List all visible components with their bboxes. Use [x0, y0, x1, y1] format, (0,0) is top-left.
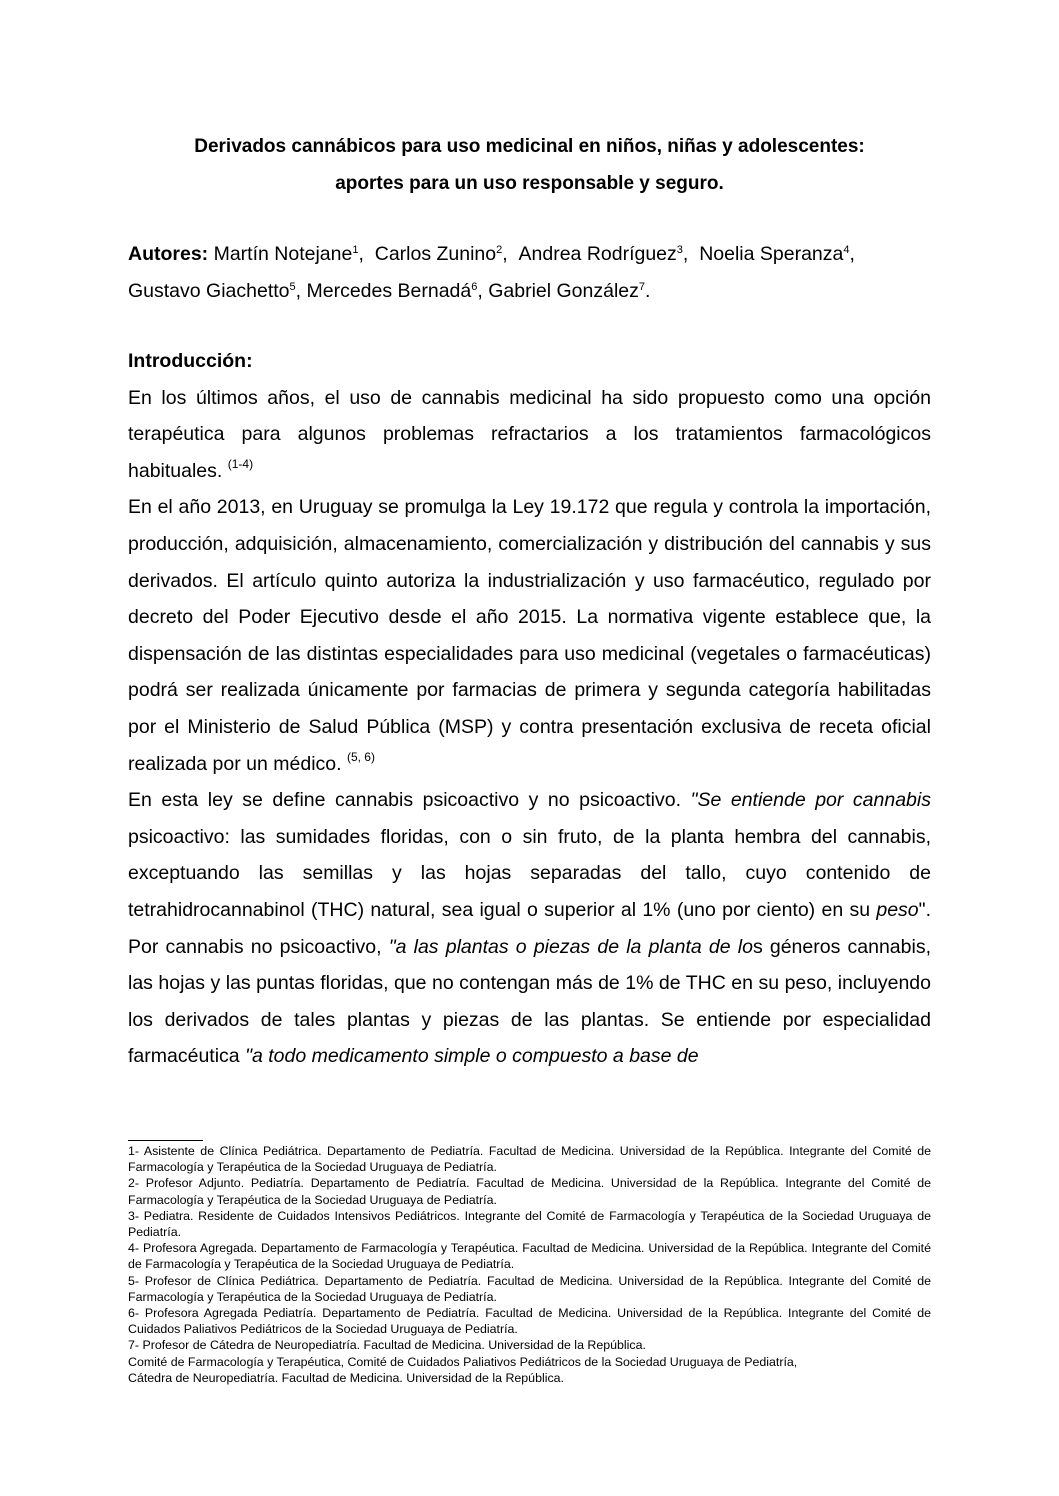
author-1: Martín Notejane$^1$, — [213, 243, 364, 265]
authors-block — [128, 236, 931, 309]
intro-heading: Introducción: — [128, 350, 253, 372]
footnote-item: 6- Profesora Agregada Pediatría. Departamento de Pediatría. Facultad de Medicina. Universidad de la República. Integrante del Comité de Cuidados Paliativos Pediátricos de la Sociedad Uruguaya de Pediatría. — [128, 1306, 931, 1337]
footnotes — [128, 1143, 931, 1386]
footnote-item: 3- Pediatra. Residente de Cuidados Intensivos Pediátricos. Integrante del Comité de Farmacología y Terapéutica de la Sociedad Uruguaya de Pediatría. — [128, 1208, 931, 1240]
intro-paragraph-3: En esta ley se define cannabis psicoactivo y no psicoactivo. "Se entiende por cannabis psicoactivo: las sumidades floridas, con o sin fruto, de la planta hembra del cannabis, exceptuando las semillas y las hojas separadas del tallo, cuyo contenido de tetrahidrocannabinol (THC) natural, sea igual o superior al 1% (uno por ciento) en su peso". Por cannabis no psicoactivo, "a las plantas o piezas de la planta de los géneros cannabis, las hojas y las puntas floridas, que no contengan más de 1% de THC en su peso, incluyendo los derivados de tales plantas y piezas de las plantas. Se entiende por especialidad farmacéutica "a todo medicamento simple o compuesto a base de — [128, 789, 931, 1068]
author-5: Gustavo Giachetto$^5$, — [128, 279, 302, 302]
footnote-item: 2- Profesor Adjunto. Pediatría. Departamento de Pediatría. Facultad de Medicina. Universidad de la República. Integrante del Comité de Farmacología y Terapéutica de la Sociedad Uruguaya de Pediatría. — [128, 1176, 931, 1207]
intro-paragraph-1: En los últimos años, el uso de cannabis medicinal ha sido propuesto como una opción terapéutica para algunos problemas refractarios a los tratamientos farmacológicos habituales. $^{(1-4)}$ — [128, 386, 931, 482]
author-7: Gabriel González$^7$. — [488, 279, 651, 302]
author-2: Carlos Zunino$^2$, — [374, 243, 508, 265]
document-title — [128, 128, 931, 202]
authors-label: Autores: — [128, 243, 209, 265]
footnote-item: 1- Asistente de Clínica Pediátrica. Departamento de Pediatría. Facultad de Medicina. Universidad de la República. Integrante del Comité de Farmacología y Terapéutica de la Sociedad Uruguaya de Pediatría. — [128, 1144, 931, 1175]
author-3: Andrea Rodríguez$^3$, — [518, 243, 689, 265]
title-line-1: Derivados cannábicos para uso medicinal en niños, niñas y adolescentes: — [194, 136, 865, 157]
citation: (1-4) — [227, 456, 254, 471]
citation: (5, 6) — [346, 749, 375, 764]
footnote-item: 4- Profesora Agregada. Departamento de Farmacología y Terapéutica. Facultad de Medicina. Universidad de la República. Integrante del Comité de Farmacología y Terapéutica de la Sociedad Uruguaya de Pediatría. — [128, 1241, 931, 1272]
footnote-separator — [128, 1140, 203, 1141]
author-4: Noelia Speranza$^4$, — [699, 243, 855, 265]
footnote-item: Cátedra de Neuropediatría. Facultad de Medicina. Universidad de la República. — [128, 1370, 564, 1385]
author-6: Mercedes Bernadá$^6$, — [306, 279, 483, 302]
intro-paragraph-2: En el año 2013, en Uruguay se promulga la Ley 19.172 que regula y controla la importación, producción, adquisición, almacenamiento, comercialización y distribución del cannabis y sus derivados. El artículo quinto autoriza la industrialización y uso farmacéutico, regulado por decreto del Poder Ejecutivo desde el año 2015. La normativa vigente establece que, la dispensación de las distintas especialidades para uso medicinal (vegetales o farmacéuticas) podrá ser realizada únicamente por farmacias de primera y segunda categoría habilitadas por el Ministerio de Salud Pública (MSP) y contra presentación exclusiva de receta oficial realizada por un médico. $^{(5, 6)}$ — [128, 496, 931, 775]
footnote-item: 5- Profesor de Clínica Pediátrica. Departamento de Pediatría. Facultad de Medicina. Universidad de la República. Integrante del Comité de Farmacología y Terapéutica de la Sociedad Uruguaya de Pediatría. — [128, 1273, 931, 1304]
introduction-section — [128, 343, 931, 1075]
title-line-2: aportes para un uso responsable y seguro. — [335, 173, 724, 194]
footnote-item: Comité de Farmacología y Terapéutica, Comité de Cuidados Paliativos Pediátricos de la Sociedad Uruguaya de Pediatría, — [128, 1354, 798, 1369]
footnote-item: 7- Profesor de Cátedra de Neuropediatría. Facultad de Medicina. Universidad de la República. — [128, 1338, 646, 1353]
